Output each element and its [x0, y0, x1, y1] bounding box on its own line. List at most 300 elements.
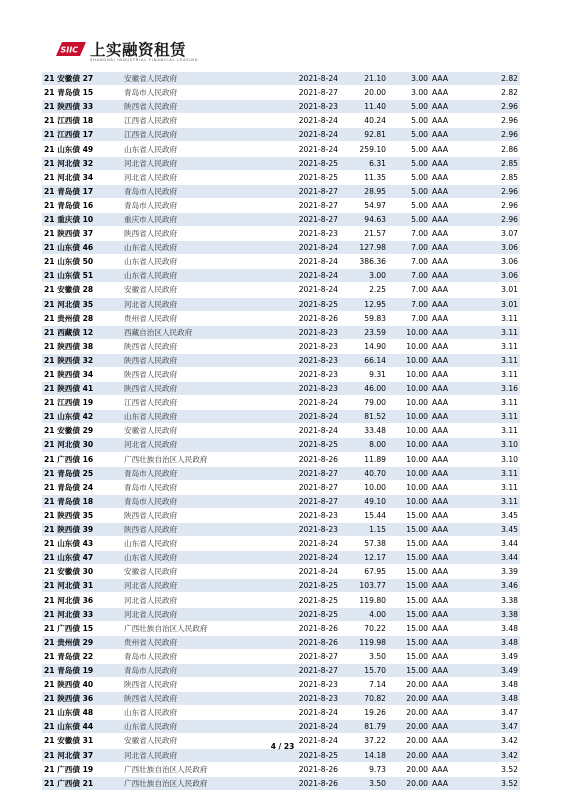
table-row	[42, 72, 520, 86]
issue-date-cell: 2021-8-24	[250, 72, 340, 86]
bond-name-cell: 21 广西债 19	[42, 762, 122, 776]
bond-name-cell: 21 重庆债 10	[42, 212, 122, 226]
amount-cell: 9.31	[340, 367, 388, 381]
amount-cell: 6.31	[340, 156, 388, 170]
term-cell: 10.00	[388, 367, 430, 381]
bond-name-cell: 21 贵州债 29	[42, 635, 122, 649]
table-row	[42, 466, 520, 480]
coupon-rate-cell: 3.11	[474, 494, 520, 508]
company-name-en: SHANGHAI INDUSTRIAL FINANCIAL LEASING	[90, 58, 199, 62]
table-row	[42, 382, 520, 396]
coupon-rate-cell: 3.07	[474, 227, 520, 241]
amount-cell: 119.98	[340, 635, 388, 649]
rating-cell: AAA	[430, 170, 474, 184]
issuer-cell: 山东省人民政府	[122, 269, 250, 283]
term-cell: 15.00	[388, 663, 430, 677]
rating-cell: AAA	[430, 551, 474, 565]
table-row	[42, 396, 520, 410]
term-cell: 5.00	[388, 184, 430, 198]
issuer-cell: 青岛市人民政府	[122, 494, 250, 508]
bond-name-cell: 21 陕西债 40	[42, 678, 122, 692]
coupon-rate-cell: 3.46	[474, 579, 520, 593]
coupon-rate-cell: 3.01	[474, 297, 520, 311]
issue-date-cell: 2021-8-24	[250, 720, 340, 734]
table-row	[42, 508, 520, 522]
amount-cell: 79.00	[340, 396, 388, 410]
issue-date-cell: 2021-8-25	[250, 607, 340, 621]
issuer-cell: 河北省人民政府	[122, 170, 250, 184]
amount-cell: 70.22	[340, 621, 388, 635]
rating-cell: AAA	[430, 663, 474, 677]
term-cell: 7.00	[388, 269, 430, 283]
table-row	[42, 452, 520, 466]
rating-cell: AAA	[430, 692, 474, 706]
issuer-cell: 江西省人民政府	[122, 114, 250, 128]
coupon-rate-cell: 2.96	[474, 198, 520, 212]
coupon-rate-cell: 3.45	[474, 508, 520, 522]
coupon-rate-cell: 2.82	[474, 86, 520, 100]
bond-name-cell: 21 安徽债 28	[42, 283, 122, 297]
term-cell: 5.00	[388, 170, 430, 184]
coupon-rate-cell: 3.48	[474, 635, 520, 649]
bond-name-cell: 21 陕西债 35	[42, 508, 122, 522]
term-cell: 7.00	[388, 311, 430, 325]
issue-date-cell: 2021-8-27	[250, 494, 340, 508]
amount-cell: 57.38	[340, 537, 388, 551]
amount-cell: 1.15	[340, 523, 388, 537]
issue-date-cell: 2021-8-24	[250, 283, 340, 297]
rating-cell: AAA	[430, 776, 474, 790]
rating-cell: AAA	[430, 311, 474, 325]
coupon-rate-cell: 3.16	[474, 382, 520, 396]
issuer-cell: 青岛市人民政府	[122, 466, 250, 480]
table-row	[42, 579, 520, 593]
issuer-cell: 山东省人民政府	[122, 255, 250, 269]
coupon-rate-cell: 3.11	[474, 325, 520, 339]
rating-cell: AAA	[430, 212, 474, 226]
issue-date-cell: 2021-8-25	[250, 748, 340, 762]
issuer-cell: 山东省人民政府	[122, 537, 250, 551]
issue-date-cell: 2021-8-23	[250, 523, 340, 537]
term-cell: 7.00	[388, 241, 430, 255]
amount-cell: 386.36	[340, 255, 388, 269]
issuer-cell: 安徽省人民政府	[122, 565, 250, 579]
issue-date-cell: 2021-8-25	[250, 170, 340, 184]
bond-name-cell: 21 安徽债 27	[42, 72, 122, 86]
table-row	[42, 184, 520, 198]
issue-date-cell: 2021-8-27	[250, 184, 340, 198]
coupon-rate-cell: 3.06	[474, 255, 520, 269]
bond-name-cell: 21 山东债 47	[42, 551, 122, 565]
rating-cell: AAA	[430, 255, 474, 269]
issuer-cell: 山东省人民政府	[122, 142, 250, 156]
table-row	[42, 480, 520, 494]
rating-cell: AAA	[430, 156, 474, 170]
issuer-cell: 河北省人民政府	[122, 297, 250, 311]
bond-name-cell: 21 河北债 33	[42, 607, 122, 621]
issue-date-cell: 2021-8-24	[250, 734, 340, 748]
issue-date-cell: 2021-8-25	[250, 438, 340, 452]
term-cell: 20.00	[388, 692, 430, 706]
issuer-cell: 安徽省人民政府	[122, 72, 250, 86]
term-cell: 7.00	[388, 255, 430, 269]
table-row	[42, 635, 520, 649]
issuer-cell: 山东省人民政府	[122, 551, 250, 565]
table-row	[42, 523, 520, 537]
term-cell: 7.00	[388, 283, 430, 297]
rating-cell: AAA	[430, 325, 474, 339]
rating-cell: AAA	[430, 198, 474, 212]
issue-date-cell: 2021-8-27	[250, 198, 340, 212]
rating-cell: AAA	[430, 86, 474, 100]
table-row	[42, 212, 520, 226]
rating-cell: AAA	[430, 762, 474, 776]
issue-date-cell: 2021-8-26	[250, 452, 340, 466]
table-row	[42, 678, 520, 692]
amount-cell: 28.95	[340, 184, 388, 198]
coupon-rate-cell: 3.48	[474, 621, 520, 635]
rating-cell: AAA	[430, 438, 474, 452]
table-row	[42, 353, 520, 367]
table-row	[42, 663, 520, 677]
amount-cell: 46.00	[340, 382, 388, 396]
amount-cell: 7.14	[340, 678, 388, 692]
issue-date-cell: 2021-8-23	[250, 339, 340, 353]
bond-name-cell: 21 青岛债 17	[42, 184, 122, 198]
issue-date-cell: 2021-8-27	[250, 466, 340, 480]
table-row	[42, 114, 520, 128]
amount-cell: 67.95	[340, 565, 388, 579]
amount-cell: 127.98	[340, 241, 388, 255]
bond-name-cell: 21 陕西债 39	[42, 523, 122, 537]
issue-date-cell: 2021-8-24	[250, 410, 340, 424]
table-row	[42, 762, 520, 776]
table-row	[42, 255, 520, 269]
coupon-rate-cell: 3.11	[474, 410, 520, 424]
rating-cell: AAA	[430, 283, 474, 297]
amount-cell: 54.97	[340, 198, 388, 212]
amount-cell: 66.14	[340, 353, 388, 367]
bond-name-cell: 21 山东债 51	[42, 269, 122, 283]
coupon-rate-cell: 3.47	[474, 720, 520, 734]
bond-name-cell: 21 河北债 37	[42, 748, 122, 762]
term-cell: 3.00	[388, 86, 430, 100]
term-cell: 10.00	[388, 353, 430, 367]
issuer-cell: 青岛市人民政府	[122, 184, 250, 198]
issuer-cell: 陕西省人民政府	[122, 692, 250, 706]
issuer-cell: 陕西省人民政府	[122, 523, 250, 537]
coupon-rate-cell: 3.39	[474, 565, 520, 579]
issuer-cell: 江西省人民政府	[122, 128, 250, 142]
amount-cell: 49.10	[340, 494, 388, 508]
bond-name-cell: 21 山东债 50	[42, 255, 122, 269]
issuer-cell: 广西壮族自治区人民政府	[122, 776, 250, 790]
coupon-rate-cell: 2.96	[474, 212, 520, 226]
rating-cell: AAA	[430, 678, 474, 692]
bond-name-cell: 21 青岛债 24	[42, 480, 122, 494]
issuer-cell: 河北省人民政府	[122, 748, 250, 762]
coupon-rate-cell: 3.11	[474, 367, 520, 381]
coupon-rate-cell: 3.52	[474, 776, 520, 790]
coupon-rate-cell: 3.49	[474, 663, 520, 677]
rating-cell: AAA	[430, 748, 474, 762]
bond-name-cell: 21 山东债 49	[42, 142, 122, 156]
table-row	[42, 494, 520, 508]
coupon-rate-cell: 3.42	[474, 748, 520, 762]
coupon-rate-cell: 3.49	[474, 649, 520, 663]
issuer-cell: 青岛市人民政府	[122, 86, 250, 100]
issuer-cell: 河北省人民政府	[122, 579, 250, 593]
coupon-rate-cell: 3.11	[474, 339, 520, 353]
bond-name-cell: 21 河北债 32	[42, 156, 122, 170]
coupon-rate-cell: 3.11	[474, 353, 520, 367]
bond-name-cell: 21 安徽债 29	[42, 424, 122, 438]
rating-cell: AAA	[430, 424, 474, 438]
amount-cell: 37.22	[340, 734, 388, 748]
issue-date-cell: 2021-8-26	[250, 621, 340, 635]
term-cell: 10.00	[388, 382, 430, 396]
issuer-cell: 陕西省人民政府	[122, 367, 250, 381]
amount-cell: 14.18	[340, 748, 388, 762]
bond-name-cell: 21 青岛债 18	[42, 494, 122, 508]
table-row	[42, 607, 520, 621]
rating-cell: AAA	[430, 410, 474, 424]
issue-date-cell: 2021-8-24	[250, 269, 340, 283]
table-row	[42, 649, 520, 663]
coupon-rate-cell: 2.96	[474, 100, 520, 114]
amount-cell: 15.70	[340, 663, 388, 677]
table-row	[42, 283, 520, 297]
rating-cell: AAA	[430, 100, 474, 114]
issue-date-cell: 2021-8-24	[250, 551, 340, 565]
term-cell: 15.00	[388, 635, 430, 649]
term-cell: 5.00	[388, 114, 430, 128]
table-row	[42, 776, 520, 790]
coupon-rate-cell: 3.11	[474, 466, 520, 480]
amount-cell: 94.63	[340, 212, 388, 226]
amount-cell: 11.40	[340, 100, 388, 114]
amount-cell: 92.81	[340, 128, 388, 142]
term-cell: 7.00	[388, 227, 430, 241]
coupon-rate-cell: 2.96	[474, 184, 520, 198]
amount-cell: 11.89	[340, 452, 388, 466]
bond-name-cell: 21 江西债 18	[42, 114, 122, 128]
coupon-rate-cell: 3.06	[474, 269, 520, 283]
issue-date-cell: 2021-8-23	[250, 325, 340, 339]
coupon-rate-cell: 3.48	[474, 678, 520, 692]
rating-cell: AAA	[430, 523, 474, 537]
issue-date-cell: 2021-8-25	[250, 156, 340, 170]
coupon-rate-cell: 3.52	[474, 762, 520, 776]
issuer-cell: 贵州省人民政府	[122, 311, 250, 325]
term-cell: 5.00	[388, 198, 430, 212]
table-row	[42, 227, 520, 241]
issuer-cell: 安徽省人民政府	[122, 734, 250, 748]
issue-date-cell: 2021-8-24	[250, 241, 340, 255]
issuer-cell: 陕西省人民政府	[122, 353, 250, 367]
issue-date-cell: 2021-8-23	[250, 382, 340, 396]
term-cell: 15.00	[388, 593, 430, 607]
issuer-cell: 青岛市人民政府	[122, 649, 250, 663]
issuer-cell: 陕西省人民政府	[122, 678, 250, 692]
issuer-cell: 青岛市人民政府	[122, 198, 250, 212]
bond-name-cell: 21 河北债 35	[42, 297, 122, 311]
rating-cell: AAA	[430, 607, 474, 621]
issue-date-cell: 2021-8-24	[250, 537, 340, 551]
amount-cell: 11.35	[340, 170, 388, 184]
term-cell: 15.00	[388, 551, 430, 565]
bond-name-cell: 21 江西债 17	[42, 128, 122, 142]
bond-name-cell: 21 西藏债 12	[42, 325, 122, 339]
table-row	[42, 424, 520, 438]
amount-cell: 40.24	[340, 114, 388, 128]
rating-cell: AAA	[430, 339, 474, 353]
rating-cell: AAA	[430, 579, 474, 593]
issuer-cell: 河北省人民政府	[122, 607, 250, 621]
table-row	[42, 720, 520, 734]
rating-cell: AAA	[430, 593, 474, 607]
issuer-cell: 青岛市人民政府	[122, 480, 250, 494]
coupon-rate-cell: 3.38	[474, 593, 520, 607]
rating-cell: AAA	[430, 508, 474, 522]
bond-name-cell: 21 青岛债 22	[42, 649, 122, 663]
amount-cell: 259.10	[340, 142, 388, 156]
issue-date-cell: 2021-8-27	[250, 663, 340, 677]
rating-cell: AAA	[430, 353, 474, 367]
issue-date-cell: 2021-8-24	[250, 114, 340, 128]
issue-date-cell: 2021-8-23	[250, 100, 340, 114]
rating-cell: AAA	[430, 367, 474, 381]
table-row	[42, 706, 520, 720]
rating-cell: AAA	[430, 649, 474, 663]
bond-name-cell: 21 广西债 16	[42, 452, 122, 466]
term-cell: 10.00	[388, 396, 430, 410]
amount-cell: 103.77	[340, 579, 388, 593]
amount-cell: 119.80	[340, 593, 388, 607]
rating-cell: AAA	[430, 452, 474, 466]
issuer-cell: 广西壮族自治区人民政府	[122, 762, 250, 776]
bond-name-cell: 21 陕西债 41	[42, 382, 122, 396]
amount-cell: 81.79	[340, 720, 388, 734]
issuer-cell: 西藏自治区人民政府	[122, 325, 250, 339]
issue-date-cell: 2021-8-24	[250, 706, 340, 720]
term-cell: 15.00	[388, 579, 430, 593]
table-row	[42, 128, 520, 142]
table-row	[42, 339, 520, 353]
term-cell: 15.00	[388, 508, 430, 522]
amount-cell: 4.00	[340, 607, 388, 621]
bond-name-cell: 21 河北债 30	[42, 438, 122, 452]
table-row	[42, 142, 520, 156]
company-name: 上实融资租赁	[90, 41, 187, 59]
issue-date-cell: 2021-8-24	[250, 142, 340, 156]
issue-date-cell: 2021-8-27	[250, 86, 340, 100]
amount-cell: 19.26	[340, 706, 388, 720]
issue-date-cell: 2021-8-23	[250, 692, 340, 706]
term-cell: 5.00	[388, 212, 430, 226]
term-cell: 15.00	[388, 607, 430, 621]
table-row	[42, 565, 520, 579]
term-cell: 5.00	[388, 156, 430, 170]
amount-cell: 20.00	[340, 86, 388, 100]
rating-cell: AAA	[430, 72, 474, 86]
amount-cell: 10.00	[340, 480, 388, 494]
bond-name-cell: 21 陕西债 34	[42, 367, 122, 381]
issuer-cell: 广西壮族自治区人民政府	[122, 621, 250, 635]
coupon-rate-cell: 3.38	[474, 607, 520, 621]
term-cell: 5.00	[388, 100, 430, 114]
rating-cell: AAA	[430, 706, 474, 720]
rating-cell: AAA	[430, 142, 474, 156]
issuer-cell: 安徽省人民政府	[122, 424, 250, 438]
term-cell: 10.00	[388, 325, 430, 339]
rating-cell: AAA	[430, 635, 474, 649]
term-cell: 10.00	[388, 494, 430, 508]
amount-cell: 8.00	[340, 438, 388, 452]
term-cell: 15.00	[388, 649, 430, 663]
issue-date-cell: 2021-8-23	[250, 508, 340, 522]
issue-date-cell: 2021-8-26	[250, 311, 340, 325]
amount-cell: 3.00	[340, 269, 388, 283]
issuer-cell: 陕西省人民政府	[122, 508, 250, 522]
rating-cell: AAA	[430, 184, 474, 198]
table-row	[42, 100, 520, 114]
table-row	[42, 86, 520, 100]
bond-issuance-table	[42, 72, 520, 791]
table-row	[42, 621, 520, 635]
term-cell: 10.00	[388, 424, 430, 438]
coupon-rate-cell: 2.96	[474, 128, 520, 142]
coupon-rate-cell: 3.01	[474, 283, 520, 297]
issue-date-cell: 2021-8-26	[250, 635, 340, 649]
bond-name-cell: 21 青岛债 16	[42, 198, 122, 212]
table-row	[42, 438, 520, 452]
coupon-rate-cell: 3.45	[474, 523, 520, 537]
term-cell: 15.00	[388, 621, 430, 635]
bond-name-cell: 21 陕西债 32	[42, 353, 122, 367]
issue-date-cell: 2021-8-26	[250, 776, 340, 790]
term-cell: 5.00	[388, 128, 430, 142]
siic-logo-icon	[56, 40, 86, 58]
bond-name-cell: 21 河北债 36	[42, 593, 122, 607]
term-cell: 20.00	[388, 734, 430, 748]
issuer-cell: 山东省人民政府	[122, 706, 250, 720]
rating-cell: AAA	[430, 227, 474, 241]
term-cell: 10.00	[388, 438, 430, 452]
rating-cell: AAA	[430, 565, 474, 579]
issue-date-cell: 2021-8-23	[250, 353, 340, 367]
table-row	[42, 241, 520, 255]
table-row	[42, 692, 520, 706]
amount-cell: 9.73	[340, 762, 388, 776]
issue-date-cell: 2021-8-24	[250, 128, 340, 142]
term-cell: 15.00	[388, 523, 430, 537]
rating-cell: AAA	[430, 396, 474, 410]
amount-cell: 59.83	[340, 311, 388, 325]
bond-name-cell: 21 青岛债 25	[42, 466, 122, 480]
issuer-cell: 山东省人民政府	[122, 720, 250, 734]
table-row	[42, 156, 520, 170]
term-cell: 10.00	[388, 339, 430, 353]
amount-cell: 14.90	[340, 339, 388, 353]
bond-name-cell: 21 山东债 46	[42, 241, 122, 255]
term-cell: 20.00	[388, 762, 430, 776]
coupon-rate-cell: 3.42	[474, 734, 520, 748]
bond-name-cell: 21 山东债 43	[42, 537, 122, 551]
issue-date-cell: 2021-8-23	[250, 367, 340, 381]
rating-cell: AAA	[430, 734, 474, 748]
coupon-rate-cell: 2.85	[474, 156, 520, 170]
